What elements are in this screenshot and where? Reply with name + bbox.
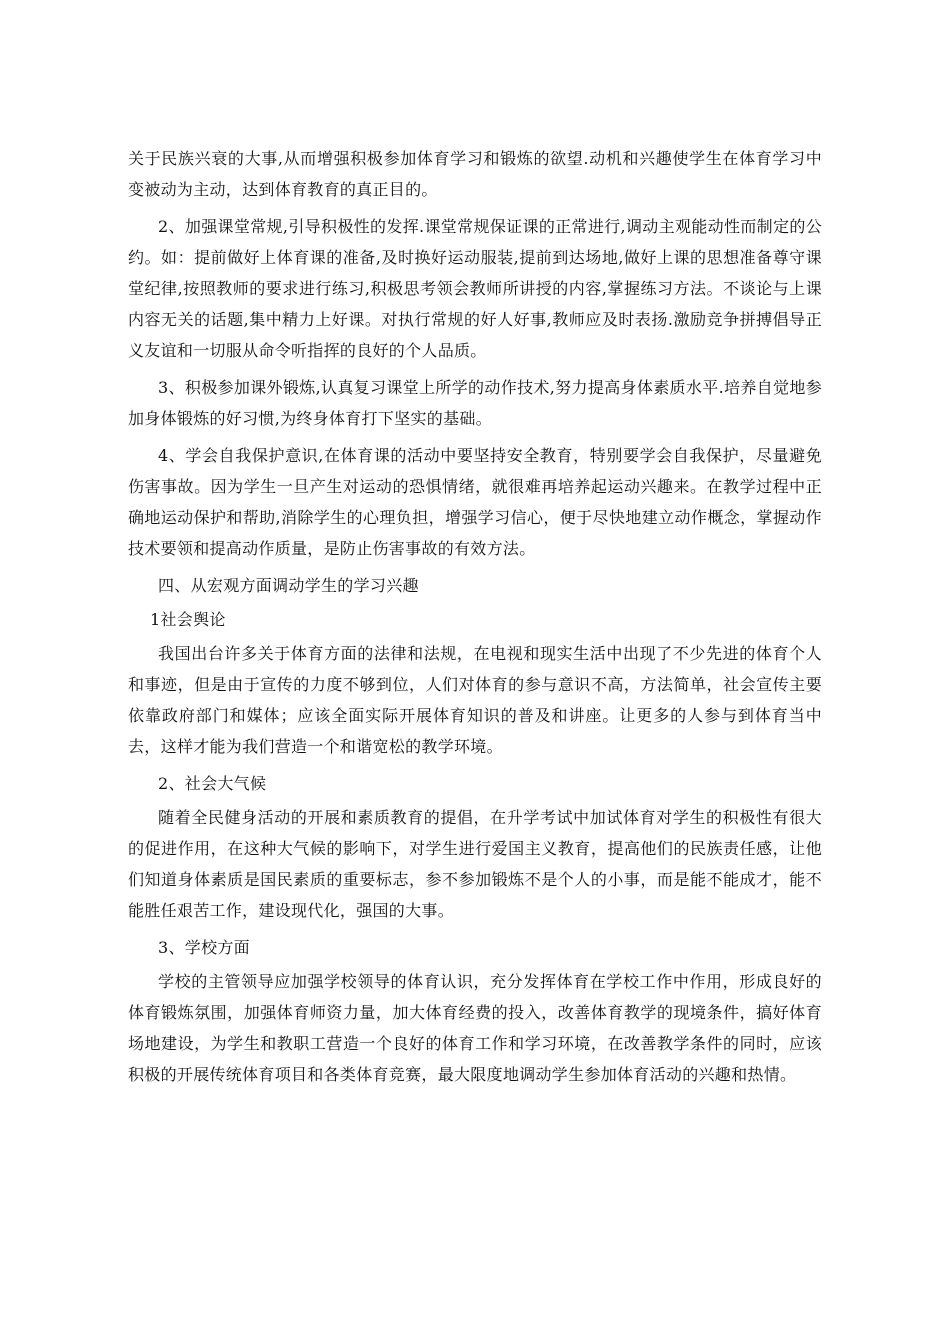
paragraph-self-protection: 4、学会自我保护意识,在体育课的活动中要坚持安全教育，特别要学会自我保护，尽量避免伤害事故。因为学生一旦产生对运动的恐惧情绪，就很难再培养起运动兴趣来。在教学过程中正确地运动保护和帮助,消除学生的心理负担，增强学习信心，便于尽快地建立动作概念，掌握动作技术要领和提高动作质量，是防止伤害事故的有效方法。 — [128, 446, 822, 558]
paragraph-extracurricular-exercise: 3、积极参加课外锻炼,认真复习课堂上所学的动作技术,努力提高身体素质水平.培养自觉地参加身体锻炼的好习惯,为终身体育打下坚实的基础。 — [128, 378, 822, 428]
section-heading-macro: 四、从宏观方面调动学生的学习兴趣 — [158, 576, 419, 595]
document-page — [128, 143, 822, 1096]
paragraph-public-opinion: 我国出台许多关于体育方面的法律和法规，在电视和现实生活中出现了不少先进的体育个人和事迹，但是由于宣传的力度不够到位，人们对体育的参与意识不高，方法简单，社会宣传主要依靠政府部门和媒体；应该全面实际开展体育知识的普及和讲座。让更多的人参与到体育当中去，这样才能为我们营造一个和谐宽松的教学环境。 — [128, 644, 822, 756]
subsection-heading-social-climate: 2、社会大气候 — [158, 774, 267, 793]
paragraph-social-climate: 随着全民健身活动的开展和素质教育的提倡，在升学考试中加试体育对学生的积极性有很大的促进作用，在这种大气候的影响下，对学生进行爱国主义教育，提高他们的民族责任感，让他们知道身体素质是国民素质的重要标志，参不参加锻炼不是个人的小事，而是能不能成才，能不能胜任艰苦工作，建设现代化，强国的大事。 — [128, 808, 822, 920]
paragraph-classroom-routine: 2、加强课堂常规,引导积极性的发挥.课堂常规保证课的正常进行,调动主观能动性而制定的公约。如：提前做好上体育课的准备,及时换好运动服装,提前到达场地,做好上课的思想准备尊守课堂纪律,按照教师的要求进行练习,积极思考领会教师所讲授的内容,掌握练习方法。不谈论与上课内容无关的话题,集中精力上好课。对执行常规的好人好事,教师应及时表扬.激励竞争拼搏倡导正义友谊和一切服从命令听指挥的良好的个人品质。 — [128, 217, 822, 360]
subsection-heading-school: 3、学校方面 — [158, 938, 250, 957]
subsection-heading-public-opinion: 1社会舆论 — [150, 610, 226, 629]
paragraph-continuation: 关于民族兴衰的大事,从而增强积极参加体育学习和锻炼的欲望.动机和兴趣使学生在体育学习中变被动为主动，达到体育教育的真正目的。 — [128, 149, 822, 199]
paragraph-school: 学校的主管领导应加强学校领导的体育认识，充分发挥体育在学校工作中作用，形成良好的体育锻炼氛围，加强体育师资力量，加大体育经费的投入，改善体育教学的现境条件，搞好体育场地建设，为学生和教职工营造一个良好的体育工作和学习环境，在改善教学条件的同时，应该积极的开展传统体育项目和各类体育竞赛，最大限度地调动学生参加体育活动的兴趣和热情。 — [128, 972, 822, 1084]
